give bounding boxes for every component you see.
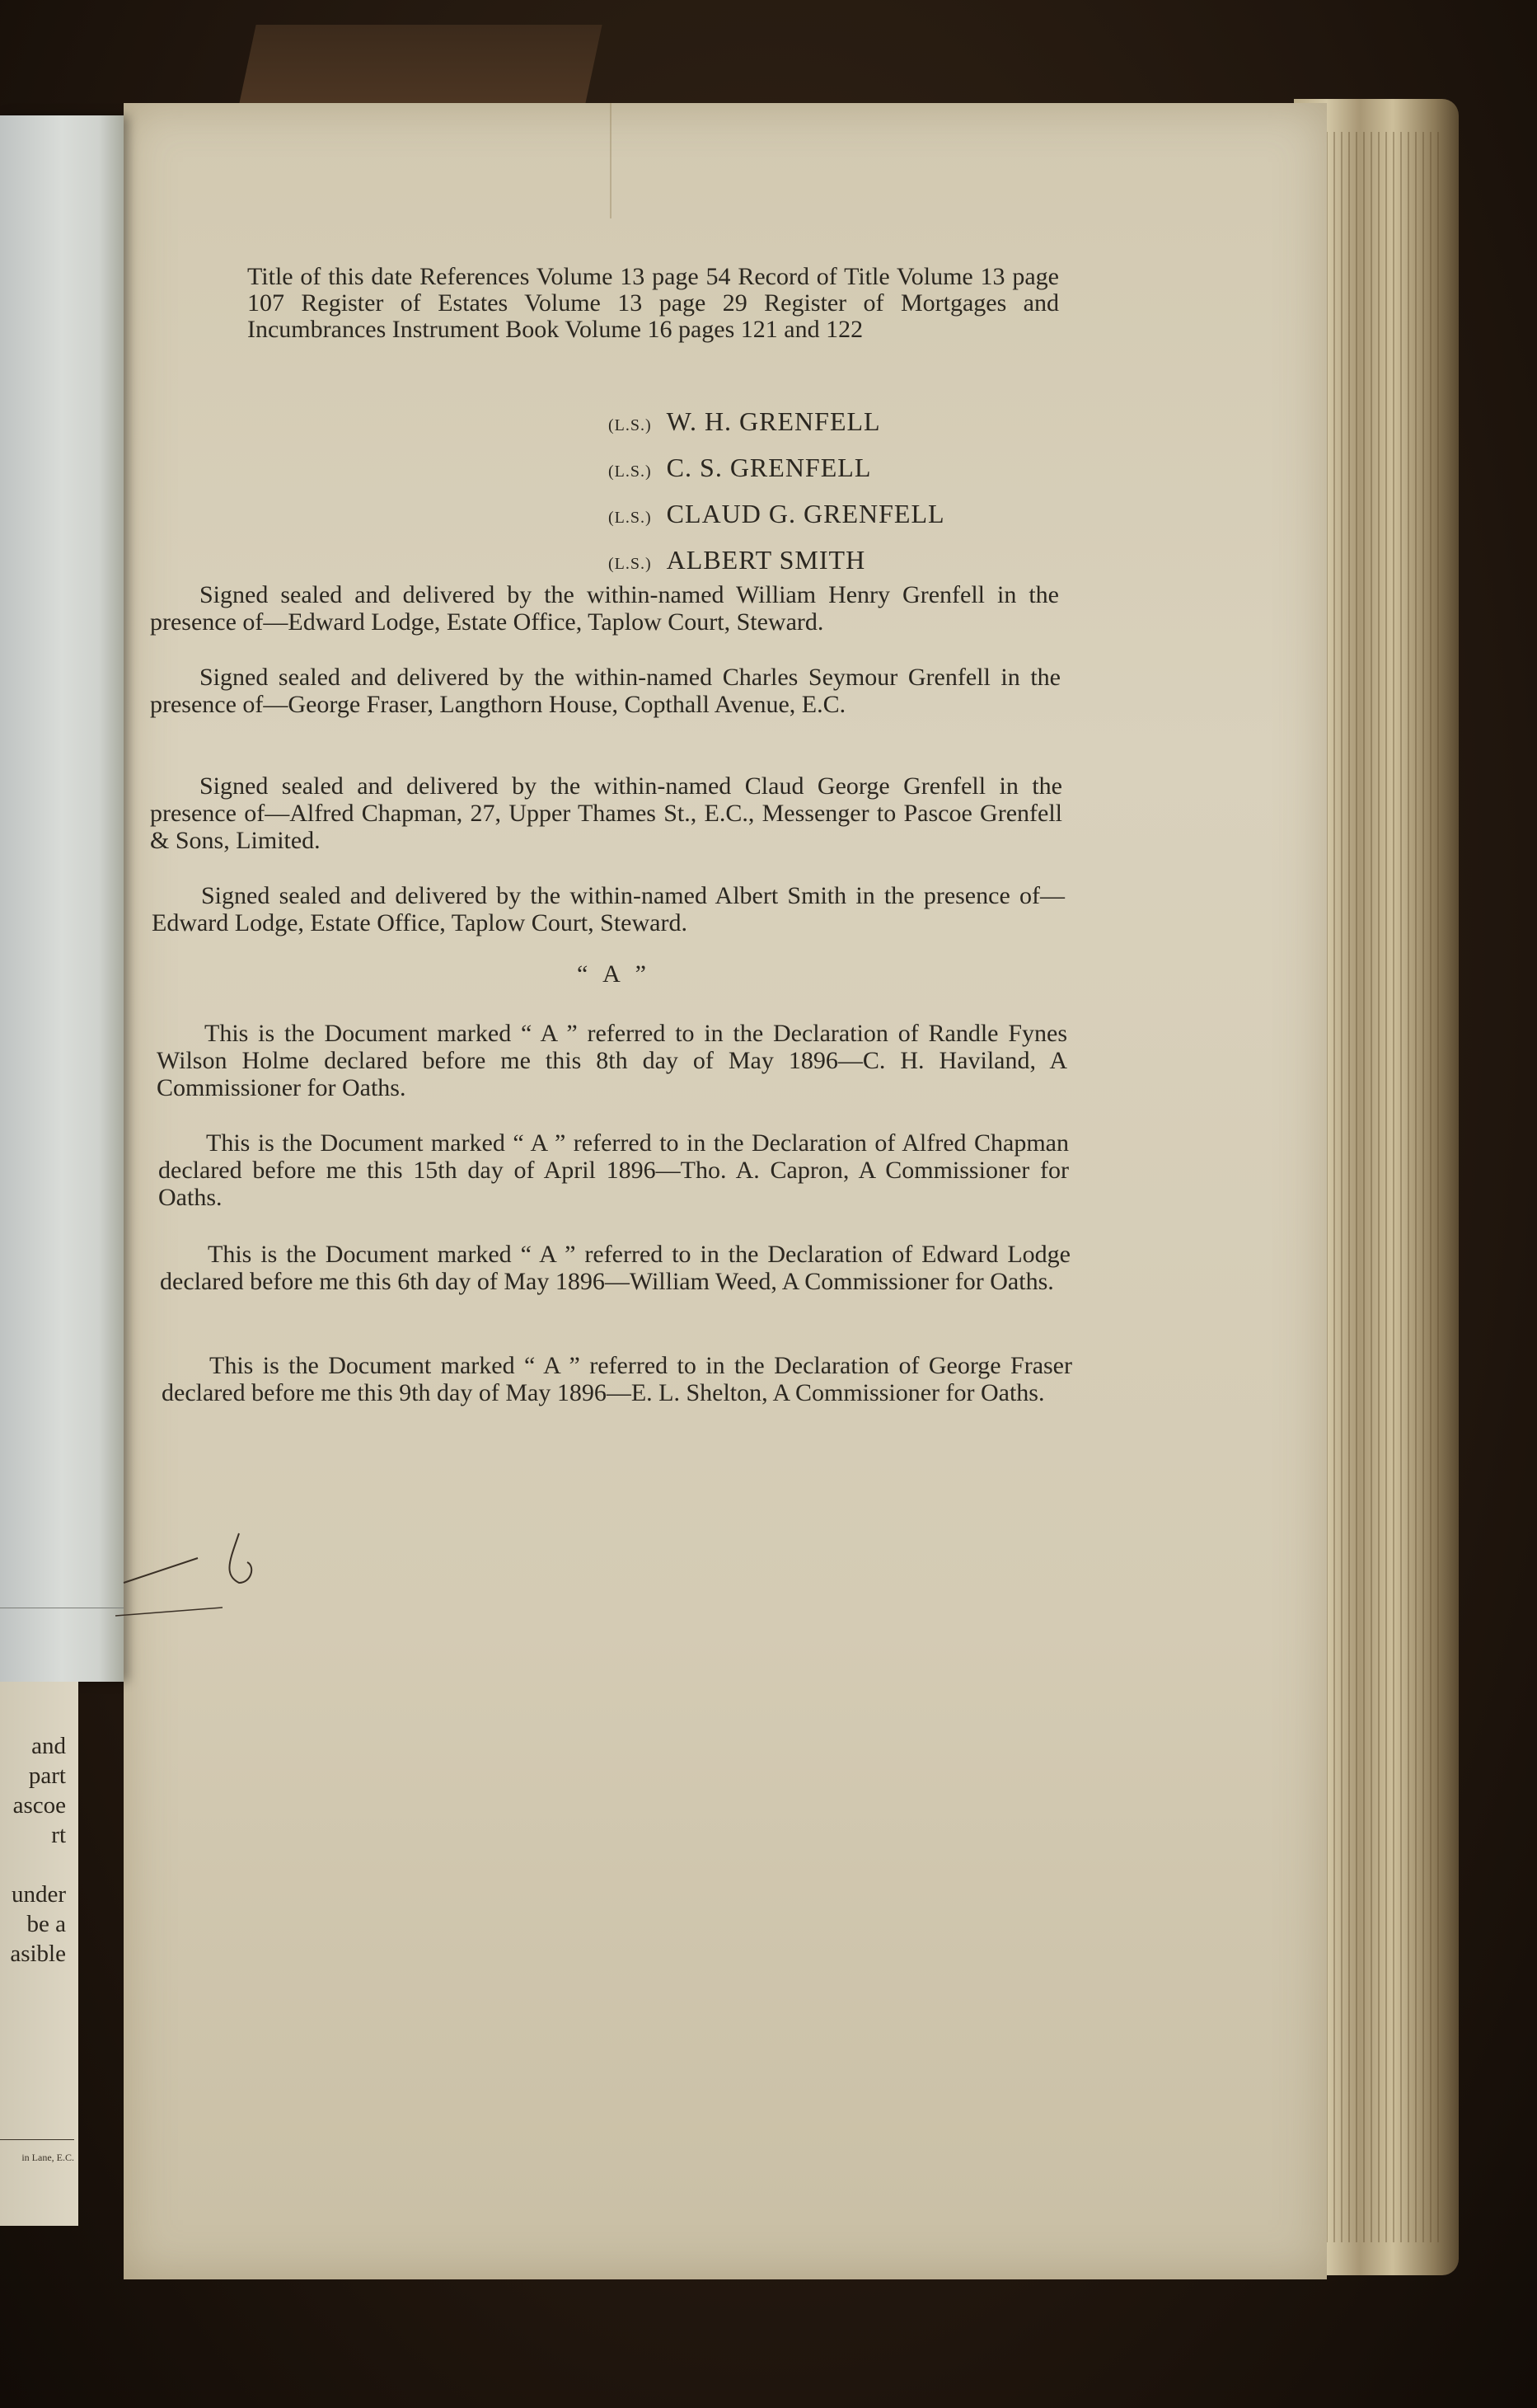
attestation-paragraph: Signed sealed and delivered by the within-named Claud George Grenfell in the presence of—Alfred Chapman, 27, Upper Thames St., E.C., Messenger to Pascoe Grenfell & Sons, Limited. xyxy=(150,772,1062,854)
binding-tab xyxy=(238,25,602,107)
signatory-name: CLAUD G. GRENFELL xyxy=(666,499,945,528)
signature-list xyxy=(608,401,1103,585)
seal-mark: (L.S.) xyxy=(608,416,652,434)
left-line: under xyxy=(11,1881,66,1908)
declaration-paragraph: This is the Document marked “ A ” referred to in the Declaration of Alfred Chapman declared before me this 15th day of April 1896—Tho. A. Capron, A Commissioner for Oaths. xyxy=(158,1129,1069,1211)
left-page-text xyxy=(0,1731,66,1969)
seal-mark: (L.S.) xyxy=(608,555,652,573)
sheet-edge-line xyxy=(0,1608,124,1609)
document-marker: “ A ” xyxy=(577,960,651,988)
declaration-paragraph: This is the Document marked “ A ” referred to in the Declaration of George Fraser declared before me this 9th day of May 1896—E. L. Shelton, A Commissioner for Oaths. xyxy=(162,1352,1072,1406)
left-line: be a xyxy=(26,1911,66,1937)
signatory-name: W. H. GRENFELL xyxy=(666,406,881,436)
signature-row xyxy=(608,447,1103,493)
left-footer-rule xyxy=(0,2139,74,2141)
left-line: rt xyxy=(51,1822,66,1848)
left-line: ascoe xyxy=(12,1792,66,1819)
pencil-scribble xyxy=(115,1484,280,1649)
signature-row xyxy=(608,401,1103,447)
page-fold xyxy=(610,103,612,218)
signatory-name: ALBERT SMITH xyxy=(666,545,866,575)
signature-row xyxy=(608,493,1103,539)
declaration-paragraph: This is the Document marked “ A ” referred to in the Declaration of Randle Fynes Wilson Holme declared before me this 8th day of May 1896—C. H. Haviland, A Commissioner for Oaths. xyxy=(157,1020,1067,1101)
seal-mark: (L.S.) xyxy=(608,462,652,481)
attestation-paragraph: Signed sealed and delivered by the within-named William Henry Grenfell in the presence of—Edward Lodge, Estate Office, Taplow Court, Steward. xyxy=(150,581,1059,636)
title-references: Title of this date References Volume 13 page 54 Record of Title Volume 13 page 107 Register of Estates Volume 13 page 29 Register of Mortgages and Incumbrances Instrument Book Volume 16 pages 121 and 122 xyxy=(247,263,1059,343)
left-footer: in Lane, E.C. xyxy=(21,2152,74,2163)
page-edge-lines xyxy=(1319,132,1442,2242)
attestation-paragraph: Signed sealed and delivered by the within-named Charles Seymour Grenfell in the presence of—George Fraser, Langthorn House, Copthall Avenue, E.C. xyxy=(150,664,1061,718)
left-line xyxy=(0,1850,66,1880)
left-line: asible xyxy=(10,1941,66,1967)
left-line: and xyxy=(31,1733,66,1759)
folded-map-sheet xyxy=(0,115,124,1682)
left-line: part xyxy=(28,1763,66,1789)
signatory-name: C. S. GRENFELL xyxy=(666,453,872,482)
seal-mark: (L.S.) xyxy=(608,509,652,527)
attestation-paragraph: Signed sealed and delivered by the within-named Albert Smith in the presence of—Edward Lodge, Estate Office, Taplow Court, Steward. xyxy=(152,882,1065,936)
signature-row xyxy=(608,539,1103,585)
declaration-paragraph: This is the Document marked “ A ” referred to in the Declaration of Edward Lodge declared before me this 6th day of May 1896—William Weed, A Commissioner for Oaths. xyxy=(160,1241,1071,1295)
